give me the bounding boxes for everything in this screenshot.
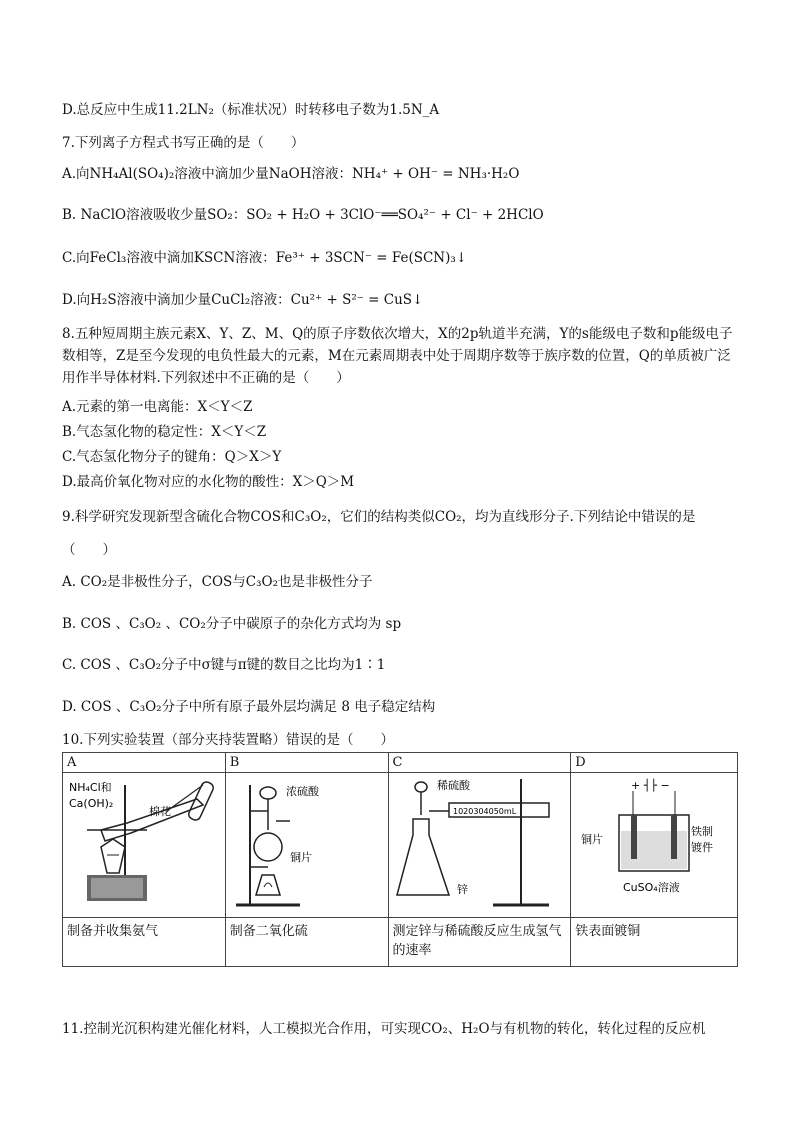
caption-a: 制备并收集氨气 (63, 918, 226, 967)
label-copper-sheet: 铜片 (581, 833, 604, 846)
h2-rate-apparatus-figure (393, 775, 563, 911)
label-cuso4: CuSO₄溶液 (623, 881, 680, 894)
q8-option-d: D.最高价氧化物对应的水化物的酸性：X＞Q＞M (62, 474, 355, 490)
figure-c (388, 773, 571, 918)
q9-option-a: A. CO₂是非极性分子，COS与C₃O₂也是非极性分子 (62, 574, 373, 590)
caption-c: 测定锌与稀硫酸反应生成氢气的速率 (388, 918, 571, 967)
q7-option-b: B. NaClO溶液吸收少量SO₂：SO₂ + H₂O + 3ClO⁻══SO₄²⁻ + Cl⁻ + 2HClO (62, 207, 544, 223)
q8-stem: 8.五种短周期主族元素X、Y、Z、M、Q的原子序数依次增大，X的2p轨道半充满，Y的s能级电子数和p能级电子数相等，Z是至今发现的电负性最大的元素，M在元素周期表中处于周期序数等于族序数的位置，Q的单质被广泛用作半导体材料.下列叙述中不正确的是（ ） (62, 326, 733, 386)
header-d: D (571, 753, 738, 773)
q7-option-c: C.向FeCl₃溶液中滴加KSCN溶液：Fe³⁺ + 3SCN⁻ = Fe(SCN)₃↓ (62, 250, 468, 266)
caption-d: 铁表面镀铜 (571, 918, 738, 967)
q9-option-b: B. COS 、C₃O₂ 、CO₂分子中碳原子的杂化方式均为 sp (62, 616, 402, 632)
figure-d (571, 773, 738, 918)
so2-apparatus-figure (230, 775, 380, 911)
label-copper: 铜片 (289, 851, 312, 864)
q7-stem: 7.下列离子方程式书写正确的是（ ） (62, 135, 305, 151)
label-syringe-scale: 1020304050mL (452, 807, 516, 816)
figure-b (225, 773, 388, 918)
label-iron-1: 铁制 (691, 825, 714, 838)
q8-option-a: A.元素的第一电离能：X＜Y＜Z (62, 399, 253, 415)
q9-option-c: C. COS 、C₃O₂分子中σ键与π键的数目之比均为1∶1 (62, 657, 386, 673)
q9-paren: （ ） (62, 542, 116, 558)
q7-option-d: D.向H₂S溶液中滴加少量CuCl₂溶液：Cu²⁺ + S²⁻ = CuS↓ (62, 292, 424, 308)
q9-option-d: D. COS 、C₃O₂分子中所有原子最外层均满足 8 电子稳定结构 (62, 699, 436, 715)
header-a: A (63, 753, 226, 773)
label-dilute-h2so4: 稀硫酸 (436, 779, 470, 792)
q10-stem: 10.下列实验装置（部分夹持装置略）错误的是（ ） (62, 732, 394, 748)
svg-text:+ ┤├ −: + ┤├ − (631, 779, 670, 792)
ammonia-apparatus-figure (67, 775, 217, 911)
label-conc-h2so4: 浓硫酸 (285, 785, 319, 798)
q8-option-c: C.气态氢化物分子的键角：Q＞X＞Y (62, 449, 282, 465)
q11-stem: 11.控制光沉积构建光催化材料，人工模拟光合作用，可实现CO₂、H₂O与有机物的转化，转化过程的反应机 (62, 1021, 706, 1037)
caption-b: 制备二氧化硫 (225, 918, 388, 967)
label-iron-2: 镀件 (691, 841, 714, 854)
copper-plating-figure (575, 775, 729, 911)
q6-option-d: D.总反应中生成11.2LN₂（标准状况）时转移电子数为1.5N_A (62, 102, 440, 118)
figure-a (63, 773, 226, 918)
q7-option-a: A.向NH₄Al(SO₄)₂溶液中滴加少量NaOH溶液：NH₄⁺ + OH⁻ = NH₃·H₂O (62, 166, 520, 182)
q9-stem: 9.科学研究发现新型含硫化合物COS和C₃O₂，它们的结构类似CO₂，均为直线形分子.下列结论中错误的是 (62, 509, 696, 525)
header-c: C (388, 753, 571, 773)
q8-option-b: B.气态氢化物的稳定性：X＜Y＜Z (62, 424, 267, 440)
label-nh4cl: NH₄Cl和 (69, 781, 112, 794)
label-zinc: 锌 (456, 883, 468, 896)
header-b: B (225, 753, 388, 773)
label-caoh2: Ca(OH)₂ (69, 797, 114, 810)
q10-apparatus-table (62, 752, 738, 967)
label-cotton: 棉花 (149, 805, 171, 818)
